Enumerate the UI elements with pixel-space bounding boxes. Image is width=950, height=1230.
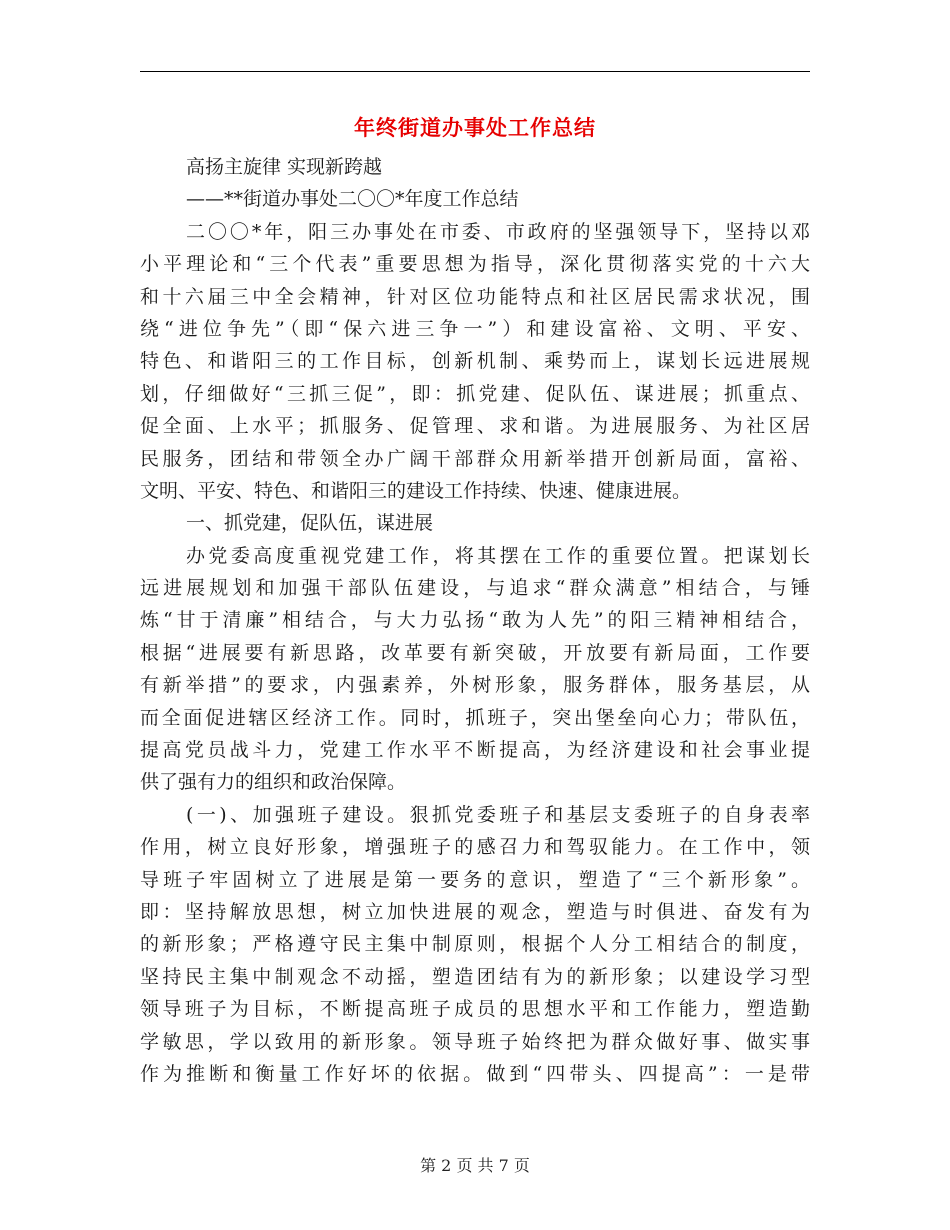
paragraph-line: 有新举措”的要求，内强素养，外树形象，服务群体，服务基层，从 xyxy=(140,674,810,697)
paragraph-line: 供了强有力的组织和政治保障。 xyxy=(140,771,407,794)
paragraph-line: 二〇〇*年，阳三办事处在市委、市政府的坚强领导下，坚持以邓 xyxy=(186,220,810,243)
paragraph-line: 根据“进展要有新思路，改革要有新突破，开放要有新局面，工作要 xyxy=(140,641,810,664)
section-heading: 一、抓党建，促队伍，谋进展 xyxy=(186,512,434,535)
paragraph-line: 绕“进位争先”（即“保六进三争一”）和建设富裕、文明、平安、 xyxy=(140,317,810,340)
paragraph-line: 的新形象；严格遵守民主集中制原则，根据个人分工相结合的制度， xyxy=(140,933,810,956)
paragraph-line: 领导班子为目标，不断提高班子成员的思想水平和工作能力，塑造勤 xyxy=(140,998,810,1021)
paragraph-line: 即：坚持解放思想，树立加快进展的观念，塑造与时俱进、奋发有为 xyxy=(140,900,810,923)
paragraph-line: 办党委高度重视党建工作，将其摆在工作的重要位置。把谋划长 xyxy=(186,544,810,567)
paragraph-line: 坚持民主集中制观念不动摇，塑造团结有为的新形象；以建设学习型 xyxy=(140,965,810,988)
subtitle-line: ——**街道办事处二〇〇*年度工作总结 xyxy=(186,188,519,211)
paragraph-line: 民服务，团结和带领全办广阔干部群众用新举措开创新局面，富裕、 xyxy=(140,447,810,470)
paragraph-line: 作用，树立良好形象，增强班子的感召力和驾驭能力。在工作中，领 xyxy=(140,836,810,859)
subtitle-line: 高扬主旋律 实现新跨越 xyxy=(186,156,383,178)
page-footer: 第 2 页 共 7 页 xyxy=(420,1156,530,1175)
paragraph-line: 而全面促进辖区经济工作。同时，抓班子，突出堡垒向心力；带队伍， xyxy=(140,706,810,729)
paragraph-line: 划，仔细做好“三抓三促”，即：抓党建、促队伍、谋进展；抓重点、 xyxy=(140,382,810,405)
paragraph-line: 炼“甘于清廉”相结合，与大力弘扬“敢为人先”的阳三精神相结合， xyxy=(140,609,810,632)
paragraph-line: 导班子牢固树立了进展是第一要务的意识，塑造了“三个新形象”。 xyxy=(140,868,810,891)
paragraph-line: 和十六届三中全会精神，针对区位功能特点和社区居民需求状况，围 xyxy=(140,285,810,308)
header-rule xyxy=(140,71,810,72)
paragraph-line: 促全面、上水平；抓服务、促管理、求和谐。为进展服务、为社区居 xyxy=(140,415,810,438)
paragraph-line: 学敏思，学以致用的新形象。领导班子始终把为群众做好事、做实事 xyxy=(140,1030,810,1053)
document-body xyxy=(140,151,810,1090)
document-title: 年终街道办事处工作总结 xyxy=(354,116,596,140)
paragraph-line: 远进展规划和加强干部队伍建设，与追求“群众满意”相结合，与锤 xyxy=(140,577,810,600)
paragraph-line: 小平理论和“三个代表”重要思想为指导，深化贯彻落实党的十六大 xyxy=(140,253,810,276)
paragraph-line: 文明、平安、特色、和谐阳三的建设工作持续、快速、健康进展。 xyxy=(140,479,692,502)
paragraph-line: 提高党员战斗力，党建工作水平不断提高，为经济建设和社会事业提 xyxy=(140,739,810,762)
paragraph-line: (一)、加强班子建设。狠抓党委班子和基层支委班子的自身表率 xyxy=(186,803,810,826)
paragraph-line: 作为推断和衡量工作好坏的依据。做到“四带头、四提高”：一是带 xyxy=(140,1062,810,1085)
paragraph-line: 特色、和谐阳三的工作目标，创新机制、乘势而上，谋划长远进展规 xyxy=(140,350,810,373)
